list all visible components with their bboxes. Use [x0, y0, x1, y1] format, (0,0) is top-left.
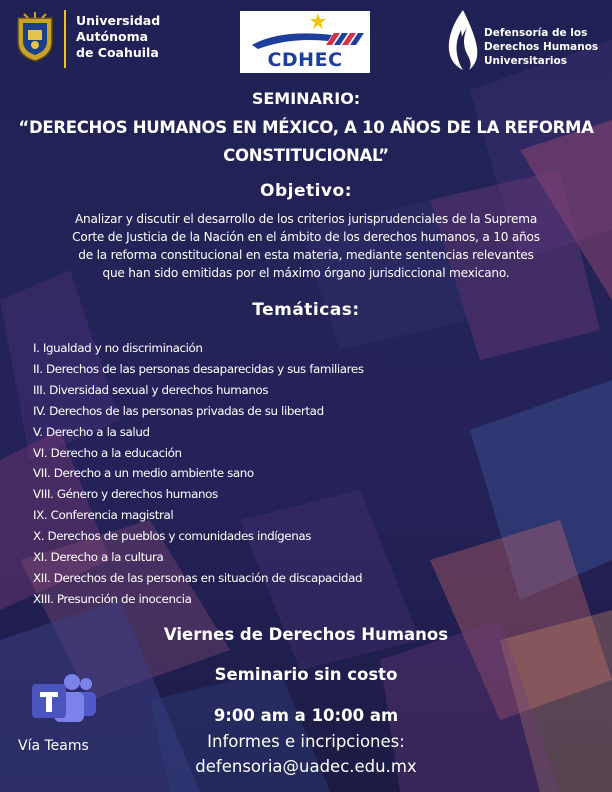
cdhec-label: CDHEC: [267, 49, 343, 71]
defensoria-name-line3: Universitarios: [484, 55, 567, 67]
seminar-title: [14, 114, 598, 170]
topic-item: XII. Derechos de las personas en situación de discapacidad: [33, 570, 363, 585]
cost-note: Seminario sin costo: [214, 665, 398, 684]
series-name: Viernes de Derechos Humanos: [163, 625, 449, 644]
university-name-line3: de Coahuila: [76, 45, 159, 60]
seminar-title-line1: “DERECHOS HUMANOS EN MÉXICO, A 10 AÑOS DE LA REFORMA: [18, 118, 594, 137]
defensoria-name-line1: Defensoría de los: [484, 27, 588, 39]
topic-item: V. Derecho a la salud: [33, 424, 150, 439]
university-name-line1: Universidad: [76, 13, 161, 28]
contact-email[interactable]: defensoria@uadec.edu.mx: [195, 757, 417, 776]
university-name: [76, 13, 160, 61]
flame-icon: [443, 8, 481, 72]
university-name-line2: Autónoma: [76, 29, 149, 44]
topics-heading: Temáticas:: [252, 300, 360, 320]
university-crest-icon: [14, 12, 56, 62]
objective-line: que han sido emitidas por el máximo órgano jurisdiccional mexicano.: [102, 266, 510, 280]
schedule-time: 9:00 am a 10:00 am: [213, 706, 399, 725]
topic-item: VI. Derecho a la educación: [33, 445, 182, 460]
topic-item: I. Igualdad y no discriminación: [33, 341, 203, 355]
seminar-label: SEMINARIO:: [251, 89, 361, 108]
platform-label: Vía Teams: [18, 738, 89, 754]
objective-line: Corte de Justicia de la Nación en el ámbito de los derechos humanos, a 10 años: [72, 230, 540, 244]
defensoria-name-line2: Derechos Humanos: [484, 41, 599, 53]
objective-line: de la reforma constitucional en esta materia, mediante sentencias relevantes: [78, 248, 534, 262]
topic-item: XIII. Presunción de inocencia: [33, 591, 192, 606]
cdhec-logo: [240, 11, 370, 73]
objective-line: Analizar y discutir el desarrollo de los criterios jurisprudenciales de la Suprema: [74, 212, 538, 226]
microsoft-teams-icon: [28, 674, 98, 724]
topic-item: XI. Derecho a la cultura: [33, 550, 164, 565]
topic-item: II. Derechos de las personas desaparecidas y sus familiares: [33, 361, 364, 376]
topic-item: X. Derechos de pueblos y comunidades indígenas: [33, 529, 312, 544]
topic-item: IV. Derechos de las personas privadas de su libertad: [33, 403, 324, 418]
topic-item: III. Diversidad sexual y derechos humanos: [33, 382, 269, 397]
topic-item: VII. Derecho a un medio ambiente sano: [33, 466, 254, 481]
objective-text: [8, 210, 604, 282]
seminar-title-line2: CONSTITUCIONAL”: [223, 146, 389, 165]
registration-info: Informes e incripciones:: [207, 732, 405, 751]
topic-item: VIII. Género y derechos humanos: [33, 487, 218, 502]
topics-list: [33, 338, 364, 610]
defensoria-name: [484, 26, 598, 68]
header-divider: [64, 10, 66, 68]
topic-item: IX. Conferencia magistral: [33, 508, 174, 523]
objective-heading: Objetivo:: [260, 181, 352, 201]
